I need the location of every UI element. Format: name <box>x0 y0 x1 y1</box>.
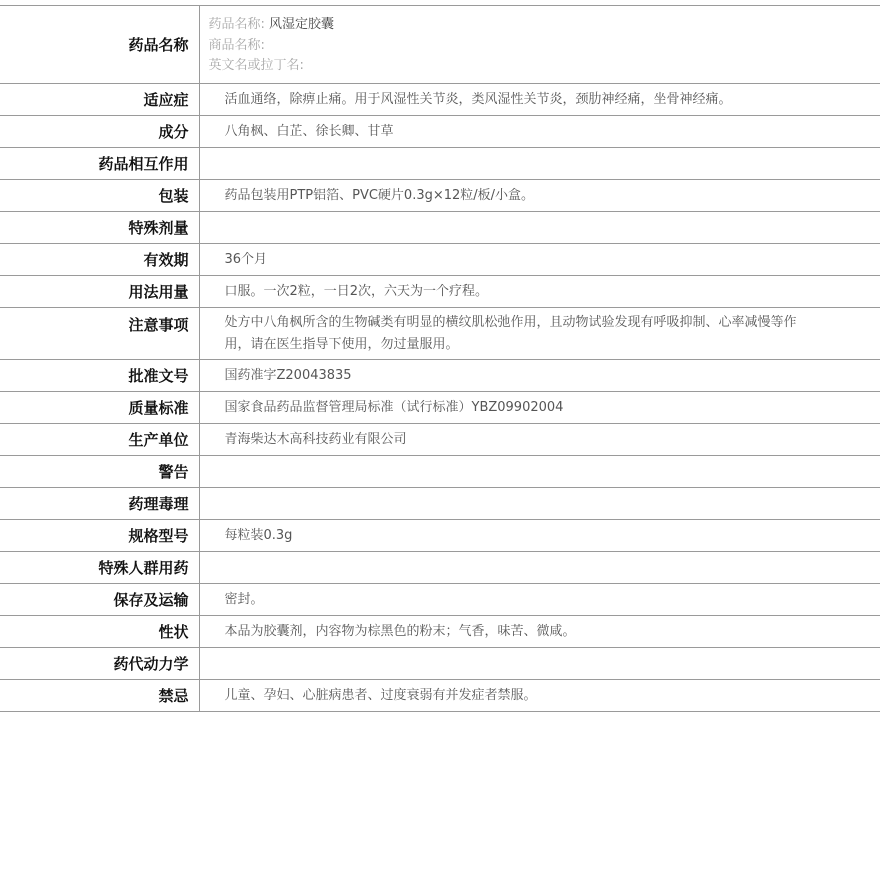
special-dosage-label: 特殊剂量 <box>0 212 199 244</box>
packaging-value: 药品包装用PTP铝箔、PVC硬片0.3g×12粒/板/小盒。 <box>199 180 880 212</box>
contraindications-row <box>0 680 880 712</box>
indications-label: 适应症 <box>0 84 199 116</box>
pharmacology-label: 药理毒理 <box>0 488 199 520</box>
appearance-row <box>0 616 880 648</box>
manufacturer-value: 青海柴达木高科技药业有限公司 <box>199 424 880 456</box>
interactions-row <box>0 148 880 180</box>
contraindications-label: 禁忌 <box>0 680 199 712</box>
usage-dosage-label: 用法用量 <box>0 276 199 308</box>
ingredients-label: 成分 <box>0 116 199 148</box>
pharmacokinetics-label: 药代动力学 <box>0 648 199 680</box>
special-population-row <box>0 552 880 584</box>
special-population-value <box>199 552 880 584</box>
precautions-row <box>0 308 880 360</box>
approval-number-row <box>0 360 880 392</box>
usage-dosage-row <box>0 276 880 308</box>
drug-name-row <box>0 6 880 84</box>
english-name-line <box>209 56 880 77</box>
specification-label: 规格型号 <box>0 520 199 552</box>
warning-value <box>199 456 880 488</box>
pharmacokinetics-row <box>0 648 880 680</box>
packaging-label: 包装 <box>0 180 199 212</box>
appearance-value: 本品为胶囊剂，内容物为棕黑色的粉末；气香，味苦、微咸。 <box>199 616 880 648</box>
ingredients-value: 八角枫、白芷、徐长卿、甘草 <box>199 116 880 148</box>
generic-name-line <box>209 15 880 36</box>
generic-name-label: 药品名称: <box>208 17 265 32</box>
interactions-value <box>199 148 880 180</box>
trade-name-line <box>209 36 880 57</box>
special-dosage-value <box>199 212 880 244</box>
generic-name-value: 风湿定胶囊 <box>269 17 335 32</box>
precautions-cell <box>199 308 880 360</box>
warning-label: 警告 <box>0 456 199 488</box>
precautions-value: 处方中八角枫所含的生物碱类有明显的横纹肌松弛作用，且动物试验发现有呼吸抑制、心率减慢等作用，请在医生指导下使用，勿过量服用。 <box>224 315 797 352</box>
quality-standard-label: 质量标准 <box>0 392 199 424</box>
shelf-life-row <box>0 244 880 276</box>
indications-row <box>0 84 880 116</box>
drug-name-label: 药品名称 <box>0 6 199 84</box>
pharmacokinetics-value <box>199 648 880 680</box>
pharmacology-row <box>0 488 880 520</box>
specification-value: 每粒装0.3g <box>199 520 880 552</box>
approval-number-label: 批准文号 <box>0 360 199 392</box>
storage-row <box>0 584 880 616</box>
trade-name-label: 商品名称: <box>208 37 265 53</box>
warning-row <box>0 456 880 488</box>
quality-standard-value: 国家食品药品监督管理局标准（试行标准）YBZ09902004 <box>199 392 880 424</box>
ingredients-row <box>0 116 880 148</box>
precautions-label: 注意事项 <box>0 308 199 360</box>
quality-standard-row <box>0 392 880 424</box>
manufacturer-row <box>0 424 880 456</box>
contraindications-value: 儿童、孕妇、心脏病患者、过度衰弱有并发症者禁服。 <box>199 680 880 712</box>
indications-value: 活血通络，除痹止痛。用于风湿性关节炎，类风湿性关节炎，颈肋神经痛，坐骨神经痛。 <box>199 84 880 116</box>
shelf-life-label: 有效期 <box>0 244 199 276</box>
approval-number-value: 国药准字Z20043835 <box>199 360 880 392</box>
storage-value: 密封。 <box>199 584 880 616</box>
pharmacology-value <box>199 488 880 520</box>
special-population-label: 特殊人群用药 <box>0 552 199 584</box>
appearance-label: 性状 <box>0 616 199 648</box>
specification-row <box>0 520 880 552</box>
drug-name-cell <box>199 6 880 84</box>
english-name-label: 英文名或拉丁名: <box>208 58 304 73</box>
drug-info-table <box>0 5 880 712</box>
usage-dosage-value: 口服。一次2粒，一日2次，六天为一个疗程。 <box>199 276 880 308</box>
packaging-row <box>0 180 880 212</box>
interactions-label: 药品相互作用 <box>0 148 199 180</box>
shelf-life-value: 36个月 <box>199 244 880 276</box>
special-dosage-row <box>0 212 880 244</box>
manufacturer-label: 生产单位 <box>0 424 199 456</box>
storage-label: 保存及运输 <box>0 584 199 616</box>
